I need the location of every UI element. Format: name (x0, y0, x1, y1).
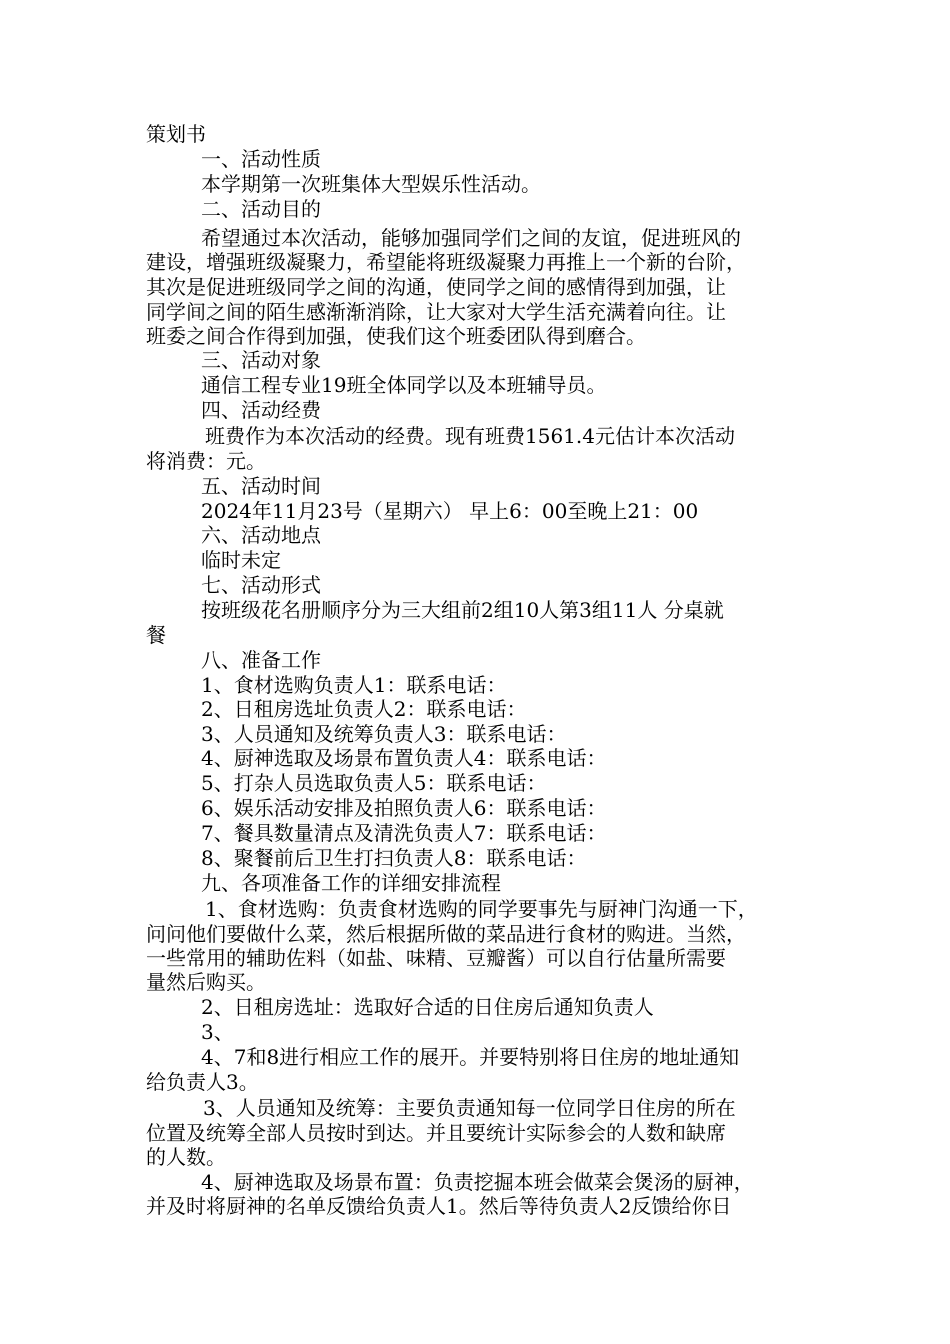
paragraph-line: 3、 (201, 1020, 234, 1044)
paragraph-line: 通信工程专业19班全体同学以及本班辅导员。 (201, 373, 607, 397)
section-heading: 九、各项准备工作的详细安排流程 (201, 871, 501, 895)
paragraph-line: 本学期第一次班集体大型娱乐性活动。 (201, 172, 541, 196)
paragraph-line: 同学间之间的陌生感渐渐消除，让大家对大学生活充满着向往。让 (146, 300, 726, 324)
section-heading: 三、活动对象 (201, 348, 321, 372)
paragraph-line: 2、日租房选址：选取好合适的日住房后通知负责人 (201, 995, 654, 1019)
paragraph-line: 的人数。 (146, 1145, 226, 1169)
paragraph-line: 并及时将厨神的名单反馈给负责人1。然后等待负责人2反馈给你日 (146, 1194, 732, 1218)
paragraph-line: 临时未定 (201, 548, 281, 572)
paragraph-line: 量然后购买。 (146, 970, 266, 994)
section-heading: 五、活动时间 (201, 474, 321, 498)
section-heading: 八、准备工作 (201, 648, 321, 672)
paragraph-line: 问问他们要做什么菜，然后根据所做的菜品进行食材的购进。当然， (146, 922, 746, 946)
paragraph-line: 2024年11月23号（星期六） 早上6：00至晚上21：00 (201, 499, 699, 523)
paragraph-line: 一些常用的辅助佐料（如盐、味精、豆瓣酱）可以自行估量所需要 (146, 946, 726, 970)
paragraph-line: 其次是促进班级同学之间的沟通，使同学之间的感情得到加强，让 (146, 275, 726, 299)
paragraph-line: 4、厨神选取及场景布置：负责挖掘本班会做菜会煲汤的厨神， (201, 1170, 754, 1194)
section-heading: 一、活动性质 (201, 147, 321, 171)
paragraph-line: 3、人员通知及统筹：主要负责通知每一位同学日住房的所在 (203, 1096, 736, 1120)
paragraph-line: 位置及统筹全部人员按时到达。并且要统计实际参会的人数和缺席 (146, 1121, 726, 1145)
paragraph-line: 4、7和8进行相应工作的展开。并要特别将日住房的地址通知 (201, 1045, 740, 1069)
paragraph-line: 班委之间合作得到加强，使我们这个班委团队得到磨合。 (146, 324, 646, 348)
section-heading: 六、活动地点 (201, 523, 321, 547)
document-title: 策划书 (146, 122, 206, 146)
list-item: 8、聚餐前后卫生打扫负责人8：联系电话： (201, 846, 587, 870)
paragraph-line: 1、食材选购：负责食材选购的同学要事先与厨神门沟通一下， (205, 897, 758, 921)
list-item: 1、食材选购负责人1：联系电话： (201, 673, 507, 697)
section-heading: 七、活动形式 (201, 573, 321, 597)
paragraph-line: 餐 (146, 623, 166, 647)
paragraph-line: 建设，增强班级凝聚力，希望能将班级凝聚力再推上一个新的台阶， (146, 250, 746, 274)
list-item: 5、打杂人员选取负责人5：联系电话： (201, 771, 547, 795)
list-item: 3、人员通知及统筹负责人3：联系电话： (201, 722, 567, 746)
list-item: 4、厨神选取及场景布置负责人4：联系电话： (201, 746, 607, 770)
section-heading: 四、活动经费 (201, 398, 321, 422)
paragraph-line: 将消费：元。 (146, 449, 266, 473)
list-item: 2、日租房选址负责人2：联系电话： (201, 697, 527, 721)
paragraph-line: 班费作为本次活动的经费。现有班费1561.4元估计本次活动 (205, 424, 735, 448)
paragraph-line: 希望通过本次活动，能够加强同学们之间的友谊，促进班风的 (201, 226, 741, 250)
list-item: 6、娱乐活动安排及拍照负责人6：联系电话： (201, 796, 607, 820)
list-item: 7、餐具数量清点及清洗负责人7：联系电话： (201, 821, 607, 845)
paragraph-line: 按班级花名册顺序分为三大组前2组10人第3组11人 分桌就 (201, 598, 724, 622)
section-heading: 二、活动目的 (201, 197, 321, 221)
paragraph-line: 给负责人3。 (146, 1070, 259, 1094)
